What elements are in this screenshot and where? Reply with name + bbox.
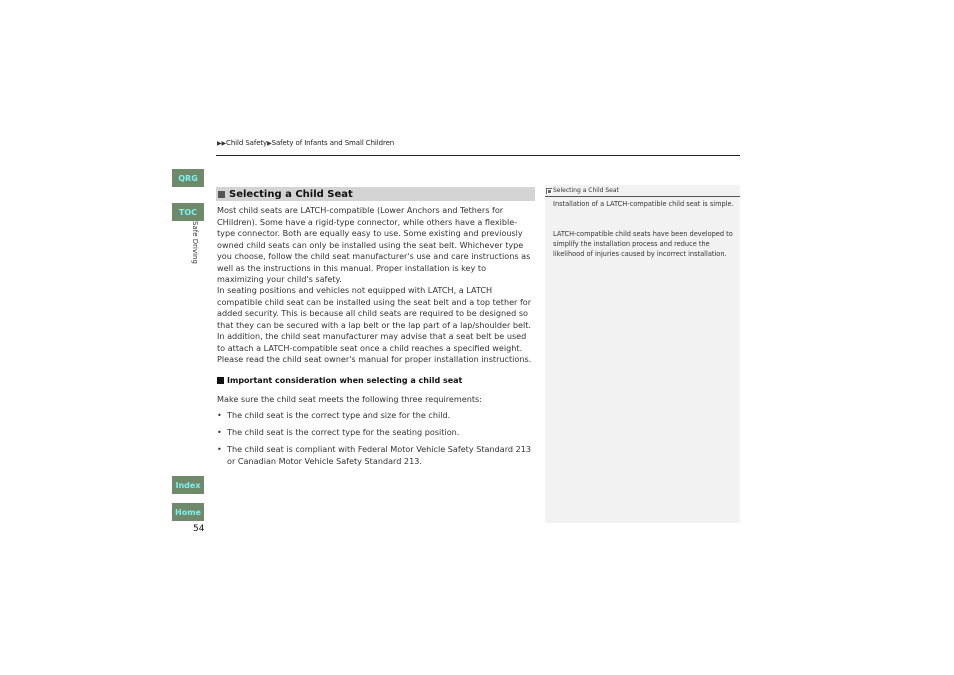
breadcrumb	[217, 139, 394, 147]
sidebar-note-latch: LATCH-compatible child seats have been developed to simplify the installation process and reduce the likelihood of injuries caused by incorrect installation.	[553, 230, 733, 258]
breadcrumb-link-child-safety[interactable]: Child Safety	[226, 139, 268, 147]
breadcrumb-current-page: Safety of Infants and Small Children	[271, 139, 395, 147]
page-number: 54	[193, 524, 205, 534]
list-item	[217, 427, 535, 439]
section-label: Safe Driving	[191, 221, 199, 264]
requirements-intro: Make sure the child seat meets the following three requirements:	[217, 394, 482, 404]
subheading	[217, 376, 462, 385]
index-tab-button[interactable]: Index	[172, 476, 204, 494]
list-item-text: The child seat is the correct type and size for the child.	[227, 410, 451, 420]
bullet-dot-icon: •	[217, 410, 222, 420]
breadcrumb-arrow-icon: ▶▶	[217, 140, 227, 147]
sidebar-note-installation: Installation of a LATCH-compatible child seat is simple.	[553, 200, 734, 208]
bullet-dot-icon: •	[217, 427, 222, 437]
list-item	[217, 410, 535, 422]
notes-sidebar	[545, 185, 740, 523]
bullet-dot-icon: •	[217, 444, 222, 454]
toc-tab-button[interactable]: TOC	[172, 203, 204, 221]
header-divider	[216, 155, 740, 156]
subheading-text: Important consideration when selecting a child seat	[227, 376, 463, 385]
heading-square-icon	[218, 191, 225, 198]
sidebar-header	[545, 185, 740, 197]
list-item	[217, 444, 535, 467]
paragraph-latch-tether: In seating positions and vehicles not equipped with LATCH, a LATCH compatible child seat can be installed using the seat belt and a top tether for added security. This is because all child seats are required to be designed so that they can be secured with a lap belt or the lap part of a lap/shoulder belt. In addition, the child seat manufacturer may advise that a seat belt be used to attach a LATCH-compatible seat once a child reaches a specified weight. Please read the child seat owner's manual for proper installation instructions.	[217, 285, 532, 364]
breadcrumb-separator-icon: ▶	[267, 140, 272, 147]
sidebar-header-text: Selecting a Child Seat	[553, 187, 619, 194]
note-icon	[546, 188, 552, 194]
list-item-text: The child seat is the correct type for the seating position.	[227, 427, 460, 437]
home-tab-button[interactable]: Home	[172, 503, 204, 521]
subheading-square-icon	[217, 377, 224, 384]
section-heading	[216, 187, 535, 201]
paragraph-latch-intro: Most child seats are LATCH-compatible (Lower Anchors and Tethers for CHildren). Some have a rigid-type connector, while others have a flexible-type connector. Both are equally easy to use. Some existing and previously owned child seats can only be installed using the seat belt. Whichever type you choose, follow the child seat manufacturer's use and care instructions as well as the instructions in this manual. Proper installation is key to maximizing your child's safety.	[217, 205, 531, 284]
section-heading-text: Selecting a Child Seat	[229, 188, 353, 200]
qrg-tab-button[interactable]: QRG	[172, 169, 204, 187]
list-item-text: The child seat is compliant with Federal Motor Vehicle Safety Standard 213 or Canadian Motor Vehicle Safety Standard 213.	[227, 444, 532, 466]
